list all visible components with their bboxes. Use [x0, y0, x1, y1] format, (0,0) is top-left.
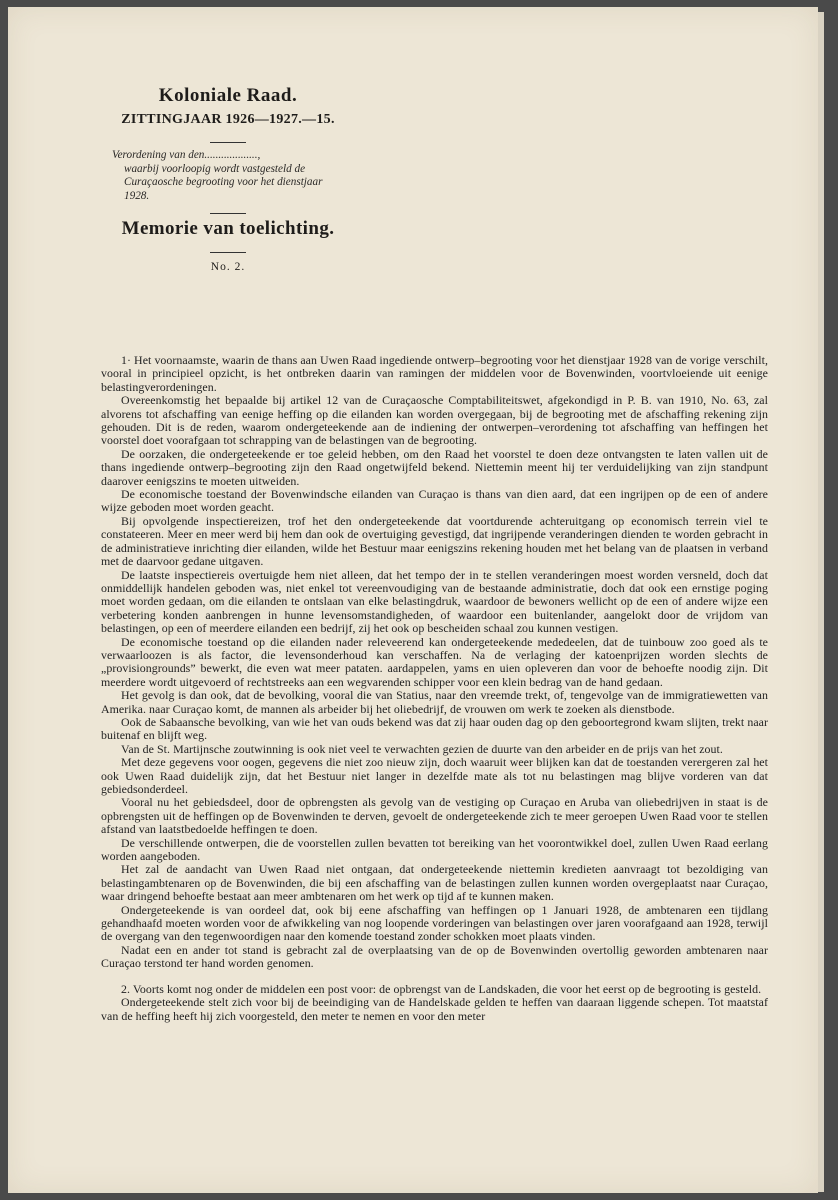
- divider: [210, 213, 246, 214]
- paragraph: De oorzaken, die ondergeteekende er toe geleid hebben, om den Raad het voorstel te doen deze ontvangsten te laten vallen uit de thans ingediende ontwerp–begrooting zijn den Raad ongetwijfeld bekend. Niettemin meent hij ter verduidelijking van zijn standpunt daarover eenigszins te moeten uitweiden.: [101, 446, 768, 488]
- paragraph: Ondergeteekende is van oordeel dat, ook bij eene afschaffing van heffingen op 1 Januari 1928, de ambtenaren een tijdlang gehandhaafd moeten worden voor de afwikkeling van nog loopende vorderingen van belastingen over jaren voorafgaand aan 1928, terwijl de overgang van den tegenwoordigen naar den komende toestand zonder schokken moet plaats vinden.: [101, 902, 768, 944]
- paragraph: Overeenkomstig het bepaalde bij artikel 12 van de Curaçaosche Comptabiliteitswet, afgekondigd in P. B. van 1910, No. 63, zal alvorens tot afschaffing van eenige heffing op die eilanden kan worden overgegaan, bij de begrooting met de afschaffing rekening zijn gehouden. Dit is de reden, waarom ondergeteekende aan de indiening der ontwerpen–verordening tot afschaffing van heffingen het voorstel doet voorafgaan tot schrapping van de belastingen van de begrooting.: [101, 393, 768, 448]
- divider: [210, 252, 246, 253]
- document-header: [108, 85, 348, 273]
- divider: [210, 142, 246, 143]
- paragraph: Het gevolg is dan ook, dat de bevolking, vooral die van Statius, naar den vreemde trekt, of, tengevolge van de immigratiewetten van Amerika. naar Curaçao komt, de mannen als arbeider bij het oliebedrijf, de vrouwen om werk te zoeken als dienstbode.: [101, 688, 768, 716]
- paragraph: Bij opvolgende inspectiereizen, trof het den ondergeteekende dat voortdurende achteruitgang op economisch terrein viel te constateeren. Meer en meer werd bij hem dan ook de overtuiging gevestigd, dat ingrijpende veranderingen dienden te worden gebracht in de administratieve inrichting dier eilanden, wilde het Bestuur maar eenigszins rekening houden met het belang van de plaatsen in verband met de daarvoor gedane uitgaven.: [101, 513, 768, 569]
- ordinance-line-rest: waarbij voorloopig wordt vastgesteld de Curaçaosche begrooting voor het dienstjaar 1928.: [124, 162, 323, 202]
- paragraph: De verschillende ontwerpen, die de voorstellen zullen bevatten tot bereiking van het voorontwikkel doel, zullen Uwen Raad eerlang worden aangeboden.: [101, 835, 768, 864]
- memorandum-body: [101, 354, 768, 1023]
- document-page: [8, 7, 818, 1193]
- paragraph: Ook de Sabaansche bevolking, van wie het van ouds bekend was dat zij haar ouden dag op den geboortegrond kwam slijten, trekt naar buitenaf en blijft weg.: [101, 714, 768, 743]
- paragraph: De economische toestand der Bovenwindsche eilanden van Curaçao is thans van dien aard, dat een ingrijpen op de een of andere wijze geboden moet worden geacht.: [101, 487, 768, 515]
- paragraph: 1· Het voornaamste, waarin de thans aan Uwen Raad ingediende ontwerp–begrooting voor het dienstjaar 1928 van de vorige verschilt, vooral in principieel opzicht, is het ontbreken daarin van ramingen der middelen voor de Bovenwinden, voortvloeiende uit eenige belastingverordeningen.: [101, 353, 768, 394]
- paragraph: De laatste inspectiereis overtuigde hem niet alleen, dat het tempo der in te stellen veranderingen moest worden versneld, doch dat onmiddellijk handelen geboden was, niet enkel tot vereenvoudiging van de bestaande administratie, doch dat ook een ernstige poging moet worden gedaan, om die eilanden te ontslaan van elke belastingdruk, waardoor de bewoners wellicht op de een of andere wijze een verbetering konden aanbrengen in hunne levensomstandigheden, of waardoor een buitenlander, aangelokt door de vrijdom van belastingen, op een of meerdere eilanden een bedrijf, zij het ook op bescheiden schaal zou kunnen vestigen.: [101, 567, 768, 636]
- paragraph: Ondergeteekende stelt zich voor bij de beeindiging van de Handelskade gelden te heffen van daaraan liggende schepen. Tot maatstaf van de heffing heeft hij zich voorgesteld, den meter te nemen en voor den meter: [101, 995, 768, 1023]
- paragraph: Het zal de aandacht van Uwen Raad niet ontgaan, dat ondergeteekende niettemin kredieten aanvraagt tot bezoldiging van belastingambtenaren op de Bovenwinden, die bij een afschaffing van de belastingen zullen kunnen worden overgeplaatst naar Curaçao, waar dringend behoefte bestaat aan meer ambtenaren om het werk op tijd af te kunnen maken.: [101, 862, 768, 904]
- paragraph: De economische toestand op die eilanden nader releveerend kan ondergeteekende mededeelen, dat de tuinbouw zoo goed als te verwaarloozen is als factor, die levensonderhoud kan verschaffen. Na de verlaging der katoenprijzen worden slechts de „provisiongrounds” bewerkt, die even wat meer pataten. aardappelen, yams en uien opleveren dan voor de behoefte noodig zijn. Dit meerdere wordt uitgevoerd of rechtstreeks aan een wegvarenden schipper voor een klein bedrag van de hand gedaan.: [101, 634, 768, 689]
- paragraph: Vooral nu het gebiedsdeel, door de opbrengsten als gevolg van de vestiging op Curaçao en Aruba van oliebedrijven in staat is de opbrengsten uit de heffingen op de Bovenwinden te derven, gevoelt de ondergeteekende zich te meer geroepen Uwen Raad voor te stellen afstand van laatstbedoelde heffingen te doen.: [101, 795, 768, 837]
- page-edge: [818, 12, 824, 1192]
- paragraph-section-2: 2. Voorts komt nog onder de middelen een post voor: de opbrengst van de Landskaden, die voor het eerst op de begrooting is gesteld.: [121, 981, 762, 996]
- memorandum-title: Memorie van toelichting.: [121, 218, 335, 239]
- ordinance-line-1: Verordening van den...................,: [112, 149, 261, 161]
- document-number: No. 2.: [210, 261, 246, 273]
- council-title: Koloniale Raad.: [158, 85, 298, 106]
- ordinance-subject: [112, 149, 344, 203]
- paragraph: Van de St. Martijnsche zoutwinning is ook niet veel te verwachten gezien de duurte van den arbeider en de prijs van het zout.: [121, 741, 723, 756]
- paragraph: Met deze gegevens voor oogen, gegevens die niet zoo nieuw zijn, doch waaruit weer blijken kan dat de toestanden verergeren zal het ook Uwen Raad duidelijk zijn, dat het Bestuur niet langer in dezelfde mate als tot nu belastingen mag blijve vorderen van dat gebiedsonderdeel.: [101, 755, 768, 796]
- paragraph: Nadat een en ander tot stand is gebracht zal de overplaatsing van de op de Bovenwinden overtollig geworden ambtenaren naar Curaçao terstond ter hand worden genomen.: [101, 942, 768, 971]
- session-year: ZITTINGJAAR 1926—1927.—15.: [121, 112, 335, 127]
